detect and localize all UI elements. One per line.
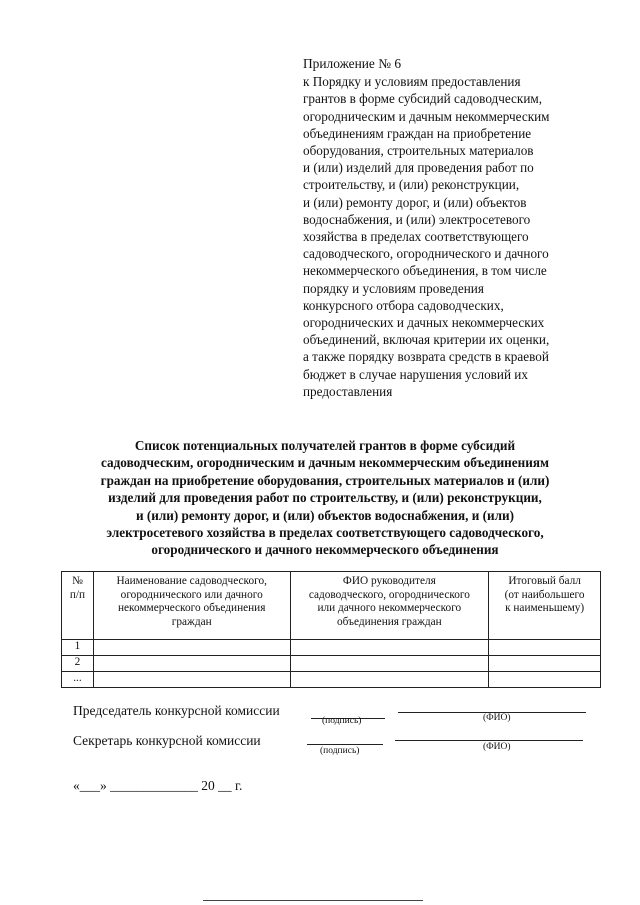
header-line: п/п	[69, 588, 86, 601]
cell-association[interactable]	[93, 640, 290, 656]
annex-line: некоммерческого объединения, в том числе	[303, 263, 547, 279]
header-line: садоводческого, огороднического	[308, 588, 470, 601]
title-line: электросетевого хозяйства в пределах соответствующего садоводческого,	[106, 525, 544, 541]
annex-line: водоснабжения, и (или) электросетевого	[303, 211, 531, 227]
header-head-name	[290, 572, 489, 640]
annex-line: а также порядку возврата средств в краевой	[303, 349, 549, 365]
header-number	[62, 572, 94, 640]
title-line: огороднического и дачного некоммерческого объединения	[151, 542, 499, 558]
header-line: ФИО руководителя	[342, 575, 436, 587]
table-row	[62, 640, 601, 656]
secretary-label: Секретарь конкурсной комиссии	[73, 733, 261, 748]
date-line: «___» _____________ 20 __ г.	[73, 778, 243, 793]
title-line: изделий для проведения работ по строительству, и (или) реконструкции,	[108, 490, 542, 506]
title-line: садоводческим, огородническим и дачным некоммерческим объединениям	[101, 455, 549, 471]
header-line: или дачного некоммерческого	[317, 602, 462, 615]
title-line: и (или) ремонту дорог, и (или) объектов водоснабжения, и (или)	[135, 507, 515, 523]
annex-line: грантов в форме субсидий садоводческим,	[303, 91, 543, 107]
table-row	[62, 672, 601, 688]
annex-line: бюджет в случае нарушения условий их	[303, 366, 528, 382]
annex-line: объединениям граждан на приобретение	[303, 125, 532, 141]
header-line: некоммерческого объединения	[117, 602, 266, 615]
chairman-name-caption: (ФИО)	[483, 713, 511, 723]
secretary-name-line[interactable]	[395, 740, 583, 741]
cell-score[interactable]	[489, 672, 601, 688]
annex-line: объединений, включая критерии их оценки,	[303, 332, 550, 348]
annex-line: предоставления	[303, 383, 393, 399]
row-number: ...	[62, 672, 94, 688]
annex-line: оборудования, строительных материалов	[303, 143, 534, 159]
table-header-row	[62, 572, 601, 640]
cell-association[interactable]	[93, 656, 290, 672]
header-line: (от наибольшего	[504, 588, 585, 601]
annex-line: огороднических и дачных некоммерческих	[303, 315, 545, 331]
secretary-name-caption: (ФИО)	[483, 742, 511, 752]
annex-line: садоводческого, огороднического и дачного	[303, 246, 549, 262]
annex-line: порядку и условиям проведения	[303, 280, 484, 296]
recipients-table	[61, 571, 601, 688]
annex-line: конкурсного отбора садоводческих,	[303, 297, 504, 313]
cell-score[interactable]	[489, 640, 601, 656]
header-line: №	[72, 575, 83, 587]
document-title	[60, 437, 590, 559]
header-line: объединения граждан	[337, 615, 442, 628]
chairman-sign-caption: (подпись)	[322, 716, 362, 726]
footer-divider	[203, 900, 423, 901]
cell-association[interactable]	[93, 672, 290, 688]
row-number: 1	[62, 640, 94, 656]
secretary-signature-line[interactable]	[307, 744, 383, 745]
header-line: огороднического или дачного	[120, 588, 263, 601]
annex-line: огородническим и дачным некоммерческим	[303, 108, 550, 124]
annex-line: к Порядку и условиям предоставления	[303, 74, 521, 90]
cell-head[interactable]	[290, 640, 489, 656]
annex-line: хозяйства в пределах соответствующего	[303, 229, 529, 245]
annex-line: строительству, и (или) реконструкции,	[303, 177, 520, 193]
cell-head[interactable]	[290, 656, 489, 672]
cell-head[interactable]	[290, 672, 489, 688]
row-number: 2	[62, 656, 94, 672]
header-final-score	[489, 572, 601, 640]
annex-line: и (или) изделий для проведения работ по	[303, 160, 534, 176]
annex-line: и (или) ремонту дорог, и (или) объектов	[303, 194, 527, 210]
header-association-name	[93, 572, 290, 640]
cell-score[interactable]	[489, 656, 601, 672]
header-line: граждан	[171, 615, 212, 628]
chairman-label: Председатель конкурсной комиссии	[73, 703, 280, 718]
annex-block	[303, 55, 603, 400]
table-row	[62, 656, 601, 672]
title-line: граждан на приобретение оборудования, строительных материалов и (или)	[100, 472, 550, 488]
header-line: Итоговый балл	[508, 575, 581, 587]
header-line: Наименование садоводческого,	[116, 575, 267, 587]
title-line: Список потенциальных получателей грантов в форме субсидий	[134, 438, 516, 453]
header-line: к наименьшему)	[505, 602, 585, 615]
secretary-sign-caption: (подпись)	[320, 746, 360, 756]
annex-title: Приложение № 6	[303, 56, 402, 71]
